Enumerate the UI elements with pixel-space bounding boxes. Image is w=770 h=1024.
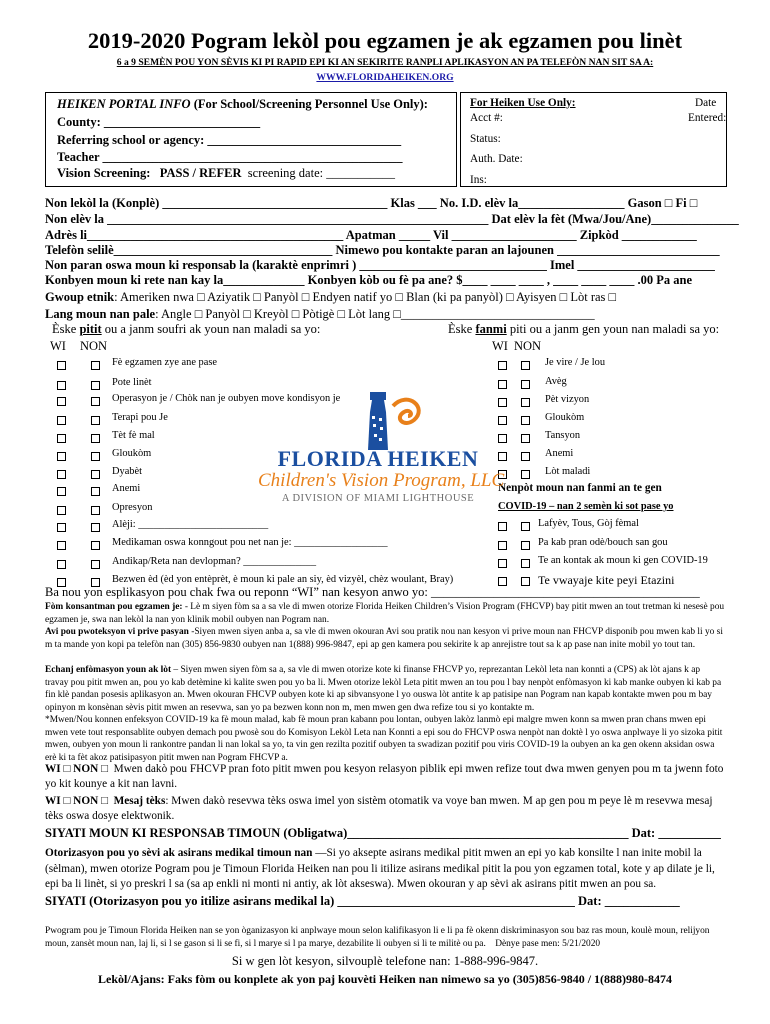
- office-auth-date: Auth. Date:: [470, 153, 523, 165]
- covid-item-1-checkbox-wi[interactable]: [498, 541, 507, 550]
- child-condition-6-checkbox-non[interactable]: [91, 470, 100, 479]
- child-condition-7-label: Anemi: [112, 483, 141, 494]
- family-condition-0-checkbox-wi[interactable]: [498, 361, 507, 370]
- teacher-field[interactable]: Teacher ________________________________________________: [57, 150, 403, 164]
- florida-heiken-logo: [258, 392, 505, 512]
- family-condition-5-label: Anemi: [545, 448, 574, 459]
- child-condition-6-label: Dyabèt: [112, 466, 143, 477]
- phone-line[interactable]: Telefòn selilè___________________________________ Nimewo pou kontakte paran an lajounen __________________________: [45, 243, 720, 257]
- child-conditions-question: Èske pitit ou a janm soufri ak youn nan maladi sa yo:: [52, 322, 321, 336]
- guardian-signature-line[interactable]: SIYATI MOUN KI RESPONSAB TIMOUN (Obligatwa)_____________________________________________ Dat: __________: [45, 826, 721, 840]
- child-condition-5-checkbox-non[interactable]: [91, 452, 100, 461]
- child-condition-0-checkbox-wi[interactable]: [57, 361, 66, 370]
- child-condition-12-label: Bezwen èd (èd yon entèprèt, è moun ki pale an siy, èd vizyèl, chèz woulant, Bray): [112, 574, 454, 585]
- child-condition-9-label: Alèji: _________________________: [112, 519, 269, 530]
- covid-item-2-checkbox-wi[interactable]: [498, 559, 507, 568]
- family-condition-0-label: Je vire / Je lou: [545, 357, 606, 368]
- family-condition-5-checkbox-wi[interactable]: [498, 452, 507, 461]
- family-condition-5-checkbox-non[interactable]: [521, 452, 530, 461]
- student-name-line[interactable]: Non elèv la _____________________________________________________________ Dat elèv la fèt (Mwa/Jou/Ane)______________: [45, 212, 739, 226]
- household-line[interactable]: Konbyen moun ki rete nan kay la_____________ Konbyen kòb ou fè pa ane? $____ ____ ____ , ____ ____ ____ .00 Pa ane: [45, 273, 693, 287]
- logo-title: FLORIDA HEIKEN: [277, 446, 479, 471]
- child-condition-5-label: Gloukòm: [112, 448, 152, 459]
- family-condition-6-checkbox-non[interactable]: [521, 470, 530, 479]
- right-non-header: NON: [514, 339, 542, 353]
- county-field[interactable]: County: _________________________: [57, 115, 261, 129]
- privacy-paragraph: Avi pou pwoteksyon vi prive pasyan -Siyen mwen siyen anba a, sa vle di mwen okouran Avi sou pratik nou nan kesyon vi prive moun nan FHCVP disponib pou mwen kab li yo si m ta mande yon kopi pa telefòn nan (305) 856-9830 oubyen nan 1(888) 996-9847, epi ap gen kamera pou sekirite k ap anrejistre tout sa k ap pase nan inite mobil yo tout tan.: [45, 627, 723, 650]
- logo-division: A DIVISION OF MIAMI LIGHTHOUSE: [281, 493, 475, 504]
- child-condition-8-checkbox-wi[interactable]: [57, 506, 66, 515]
- family-condition-2-checkbox-wi[interactable]: [498, 398, 507, 407]
- family-condition-2-label: Pèt vizyon: [545, 394, 590, 405]
- office-entered-label: Entered:: [688, 112, 727, 124]
- covid-heading-1: Nenpòt moun nan fanmi an te gen: [498, 482, 662, 494]
- child-condition-3-label: Terapi pou Je: [112, 412, 168, 423]
- text-consent[interactable]: WI □ NON □ Mesaj tèks: Mwen dakò resevwa tèks oswa imel yon sistèm otomatik va voye ban mwen. M ap gen pou m peye lè m resevwa mesaj tèks oswa dosye elektwonik.: [45, 795, 713, 822]
- office-date-label: Date: [695, 97, 717, 109]
- family-condition-1-label: Avèg: [545, 376, 567, 387]
- family-condition-3-checkbox-wi[interactable]: [498, 416, 507, 425]
- page-title: 2019-2020 Pogram lekòl pou egzamen je ak egzamen pou linèt: [87, 28, 683, 53]
- family-condition-4-label: Tansyon: [545, 430, 581, 441]
- contact-phone: Si w gen lòt kesyon, silvouplè telefone nan: 1-888-996-9847.: [231, 954, 539, 968]
- child-condition-11-checkbox-non[interactable]: [91, 560, 100, 569]
- child-condition-11-checkbox-wi[interactable]: [57, 560, 66, 569]
- covid-item-2-checkbox-non[interactable]: [521, 559, 530, 568]
- family-condition-1-checkbox-non[interactable]: [521, 380, 530, 389]
- referring-field[interactable]: Referring school or agency: _______________________________: [57, 133, 402, 147]
- child-condition-3-checkbox-wi[interactable]: [57, 416, 66, 425]
- family-condition-0-checkbox-non[interactable]: [521, 361, 530, 370]
- child-condition-3-checkbox-non[interactable]: [91, 416, 100, 425]
- covid-heading-2: COVID-19 – nan 2 semèn ki sot pase yo: [498, 501, 674, 512]
- office-heading: For Heiken Use Only:: [470, 97, 576, 109]
- child-condition-1-checkbox-wi[interactable]: [57, 381, 66, 390]
- exchange-paragraph: Echanj enfòmasyon youn ak lòt – Siyen mwen siyen fòm sa a, sa vle di mwen otorize kote ki finanse FHCVP yo, reprezantan Lekòl leta nan konnti a (CPS) ak lòt ajans k ap travay pou pitit mwen an, pou yo kab detèmine ki kalite swen pou yo ba li. Mwen otorize lekòl Leta pitit mwen an tou pou l bay nenpòt enfòmasyon ki kab manke oubyen ki kab pa fin klè pandan posesis aplikasyon an. Mwen okouran FHCVP oubyen kote ki ap sibvansyone l yo ouswa lòt antite k ap patisipe nan Pogram nan kapab kontakte mwen pou m bay opinyon m konsènan sèvis pitit mwen an resevwa, san yo pa bezwen konn non m, men mwen gen dwa refize tou si yo kontakte m.: [45, 665, 722, 713]
- child-condition-2-label: Operasyon je / Chòk nan je oubyen move kondisyon je: [112, 393, 341, 404]
- family-condition-3-label: Gloukòm: [545, 412, 585, 423]
- fax-instructions: Lekòl/Ajans: Faks fòm ou konplete ak yon paj kouvèti Heiken nan nimewo sa yo (305)856-9840 / 1(888)980-8474: [97, 972, 673, 986]
- office-acct: Acct #:: [470, 112, 503, 124]
- revision-date: Dènye pase men: 5/21/2020: [495, 939, 601, 949]
- child-condition-2-checkbox-non[interactable]: [91, 397, 100, 406]
- insurance-signature-line[interactable]: SIYATI (Otorizasyon pou yo itilize asirans medikal la) ______________________________________ Dat: ____________: [45, 894, 680, 908]
- school-name-line[interactable]: Non lekòl la (Konplè) ____________________________________ Klas ___ No. I.D. elèv la_________________ Gason □ Fi □: [45, 196, 698, 210]
- left-wi-header: WI: [50, 339, 66, 353]
- child-condition-7-checkbox-non[interactable]: [91, 487, 100, 496]
- covid-item-3-label: Te vwayaje kite peyi Etazini: [538, 573, 675, 587]
- child-condition-4-checkbox-wi[interactable]: [57, 434, 66, 443]
- explanation-line[interactable]: Ba nou yon esplikasyon pou chak fwa ou reponn “WI” nan kesyon anwo yo: ___________________________________________: [45, 585, 700, 599]
- child-condition-5-checkbox-wi[interactable]: [57, 452, 66, 461]
- family-condition-4-checkbox-non[interactable]: [521, 434, 530, 443]
- vision-screening-field[interactable]: Vision Screening: PASS / REFER screening date: ___________: [57, 166, 395, 180]
- language-line[interactable]: Lang moun nan pale: Angle □ Panyòl □ Kreyòl □ Pòtigè □ Lòt lang □_______________________________: [45, 307, 595, 321]
- website-link[interactable]: WWW.FLORIDAHEIKEN.ORG: [316, 72, 454, 83]
- child-condition-9-checkbox-wi[interactable]: [57, 523, 66, 532]
- nondiscrimination-statement: Pwogram pou je Timoun Florida Heiken nan se yon òganizasyon ki anplwaye moun selon kalifikasyon li e li pa fè okenn diskriminasyon sou baz ras moun, koulè moun, relijyon moun, zansèt moun nan, laj li, si l se gason si li se fi, si l marye si l pa marye, dezabilite li oubyen si li te militè ou pa. Dènye pase men: 5/21/2020: [45, 926, 710, 949]
- child-condition-10-label: Medikaman oswa konngout pou net nan je: __________________: [112, 537, 388, 548]
- consent-paragraph: Fòm konsantman pou egzamen je: - Lè m siyen fòm sa a sa vle di mwen otorize Florida Heiken Children’s Vision Program (FHCVP) bay pitit mwen an tout tretman ki nesesè pou egzamen je, swa nan lekòl la nan yon klinik mobil oubyen nan Pogram nan.: [45, 602, 725, 625]
- child-condition-2-checkbox-wi[interactable]: [57, 397, 66, 406]
- child-condition-4-checkbox-non[interactable]: [91, 434, 100, 443]
- child-condition-11-label: Andikap/Reta nan devlopman? ______________: [112, 556, 317, 567]
- covid-item-0-label: Lafyèv, Tous, Gòj fèmal: [538, 518, 639, 529]
- ethnic-group-line[interactable]: Gwoup etnik: Ameriken nwa □ Aziyatik □ Panyòl □ Endyen natif yo □ Blan (ki pa panyòl) □ Ayisyen □ Lòt ras □: [45, 290, 617, 304]
- child-condition-1-label: Pote linèt: [112, 377, 152, 388]
- right-wi-header: WI: [492, 339, 508, 353]
- child-condition-7-checkbox-wi[interactable]: [57, 487, 66, 496]
- child-condition-8-label: Opresyon: [112, 502, 153, 513]
- portal-heading: HEIKEN PORTAL INFO (For School/Screening Personnel Use Only):: [57, 97, 428, 111]
- family-condition-1-checkbox-wi[interactable]: [498, 380, 507, 389]
- covid-item-0-checkbox-non[interactable]: [521, 522, 530, 531]
- covid-waiver-paragraph: *Mwen/Nou konnen enfeksyon COVID-19 ka fè moun malad, kab fè moun pran kabann pou lontan, oubyen lakòz lanmò epi malgre mwen konn sa mwen pran chans mwen epi mwen vete tout responsablite oubyen demach pou pwosè sou do Komisyon Lekòl Leta nan Konnti a epi sou do FHCVP oswa nenpòt nan doktè l yo oswa anplwaye li yo sizoka pitit mwen, oubyen yon moun li rankontre pandan li nan lokal sa yo, ta vin gen rezilta pozitif oubyen ta swadizan pozitif pou viris COVID-19 la oubyen an ka gen okenn aksidan oswa erè ki ta fèt akoz patisipasyon pitit mwen nan Pogram FHCVP a.: [45, 715, 723, 763]
- child-condition-9-checkbox-non[interactable]: [91, 523, 100, 532]
- covid-item-0-checkbox-wi[interactable]: [498, 522, 507, 531]
- covid-item-1-label: Pa kab pran odè/bouch san gou: [538, 537, 668, 548]
- child-condition-6-checkbox-wi[interactable]: [57, 470, 66, 479]
- covid-item-2-label: Te an kontak ak moun ki gen COVID-19: [538, 555, 708, 566]
- family-condition-3-checkbox-non[interactable]: [521, 416, 530, 425]
- page-subtitle: 6 a 9 SEMÈN POU YON SÈVIS KI PI RAPID EPI KI AN SEKIRITE RANPLI APLIKASYON AN PA TELEFÒN NAN SIT SA A:: [116, 57, 654, 68]
- address-line[interactable]: Adrès li_________________________________________ Apatman _____ Vil ____________________ Zipkòd ____________: [45, 228, 697, 242]
- child-condition-0-label: Fè egzamen zye ane pase: [112, 357, 218, 368]
- child-condition-10-checkbox-wi[interactable]: [57, 541, 66, 550]
- family-condition-6-label: Lòt maladi: [545, 466, 591, 477]
- insurance-paragraph: Otorizasyon pou yo sèvi ak asirans medikal timoun nan —Si yo aksepte asirans medikal pitit mwen an epi yo kab konsilte l nan inite mobil la (sèlman), mwen otorize Pogram pou je Timoun Florida Heiken nan pou li itilize asirans medikal pitit la pou yon egzamen total, kote y ap dilate je li, epi ba li linèt, si yo preskri l sa (sa ap enkli ni monti ni antiy, ak lòt akseswa). Mwen okouran y ap sèvi ak asirans pitit mwen an pou sa.: [45, 847, 715, 890]
- covid-item-1-checkbox-non[interactable]: [521, 541, 530, 550]
- child-condition-8-checkbox-non[interactable]: [91, 506, 100, 515]
- office-status: Status:: [470, 133, 501, 145]
- family-condition-4-checkbox-wi[interactable]: [498, 434, 507, 443]
- office-ins: Ins:: [470, 174, 487, 184]
- guardian-line[interactable]: Non paran oswa moun ki responsab la (karaktè enprimri ) ______________________________ Imel ______________________: [45, 258, 715, 272]
- child-condition-4-label: Tèt fè mal: [112, 430, 155, 441]
- child-condition-10-checkbox-non[interactable]: [91, 541, 100, 550]
- child-condition-0-checkbox-non[interactable]: [91, 361, 100, 370]
- logo-subtitle: Children's Vision Program, LLC: [258, 470, 505, 491]
- family-condition-2-checkbox-non[interactable]: [521, 398, 530, 407]
- left-non-header: NON: [80, 339, 108, 353]
- family-conditions-question: Èske fanmi piti ou a janm gen youn nan maladi sa yo:: [448, 322, 720, 336]
- lighthouse-icon: [368, 392, 419, 450]
- photo-consent[interactable]: WI □ NON □ Mwen dakò pou FHCVP pran foto pitit mwen pou kesyon relasyon piblik epi mwen refize tout dwa mwen genyen pou m ta jwenn foto yo kit kounye a kit nan lavni.: [45, 763, 724, 790]
- child-condition-1-checkbox-non[interactable]: [91, 381, 100, 390]
